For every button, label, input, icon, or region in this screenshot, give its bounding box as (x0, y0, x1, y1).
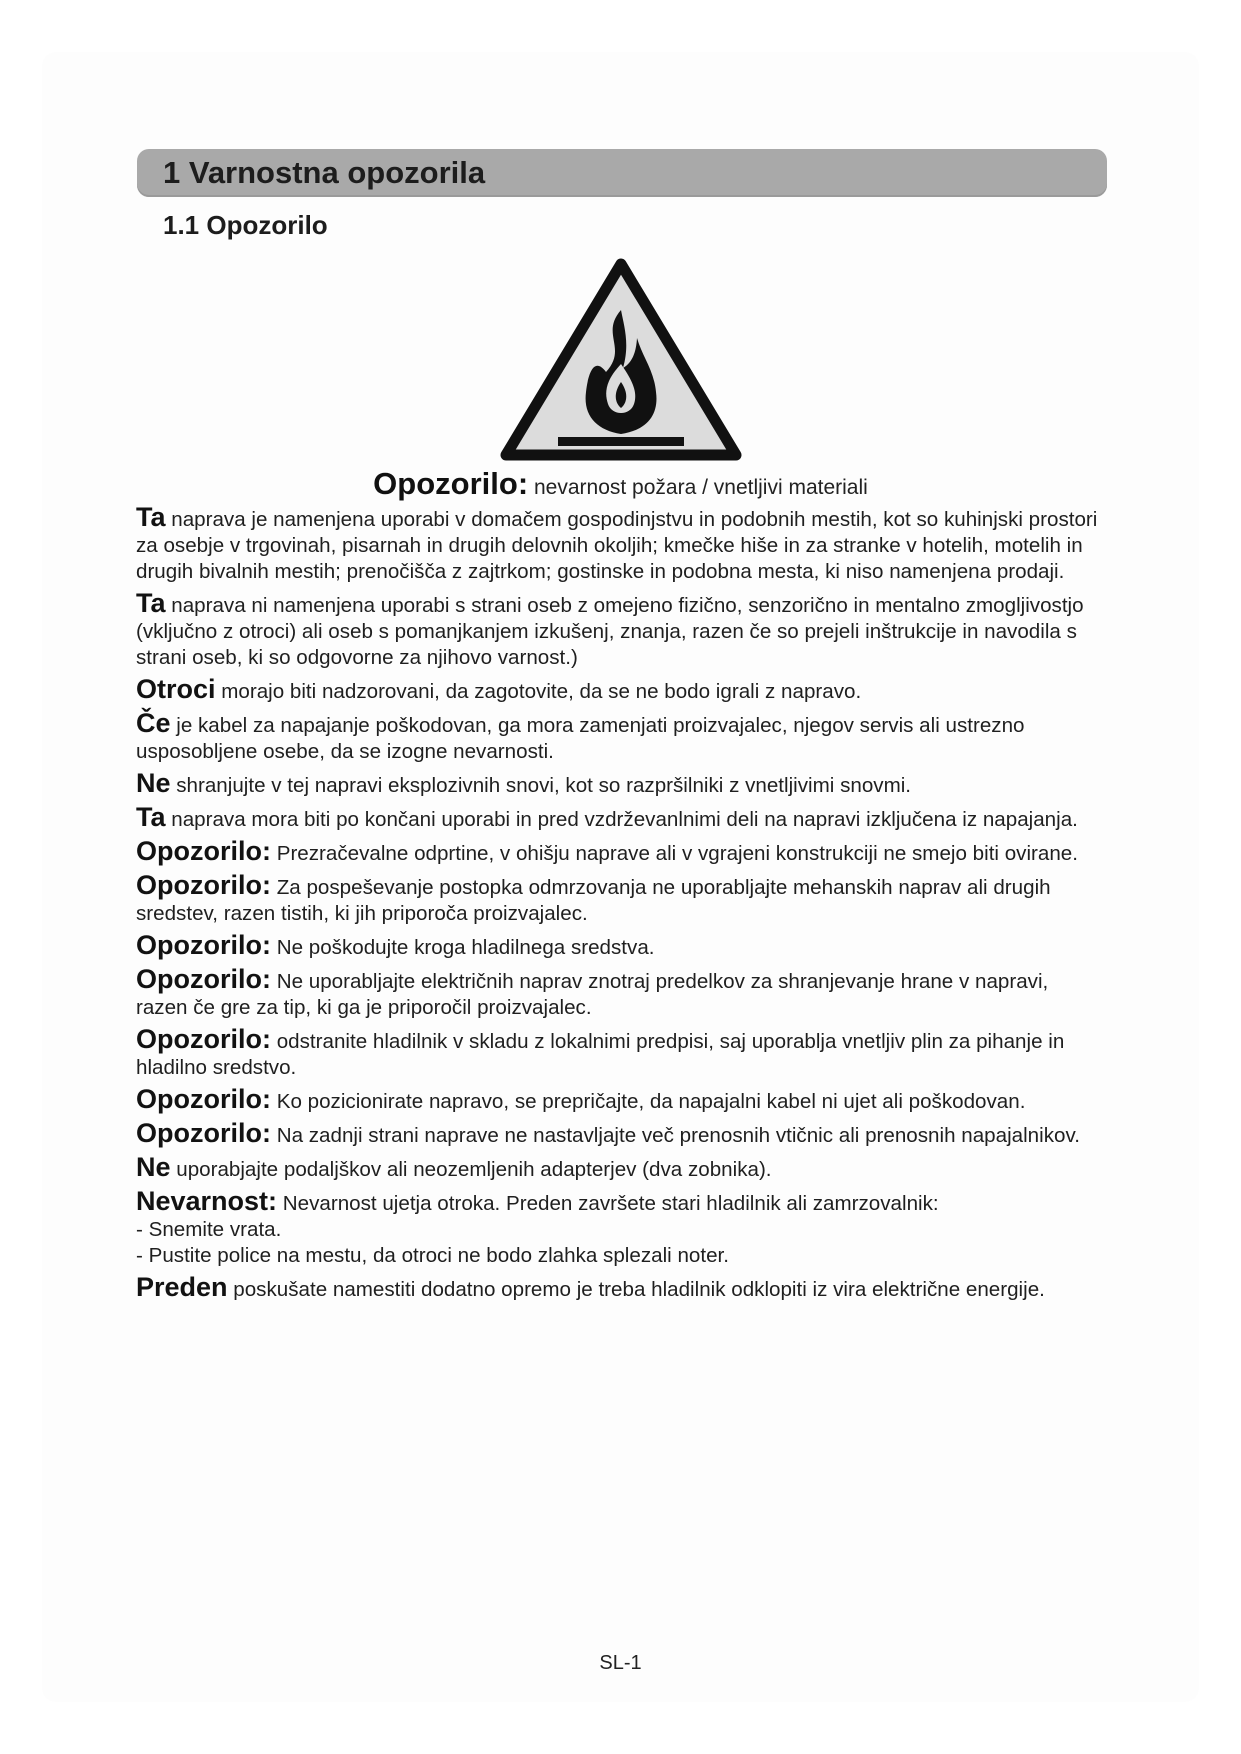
warning-item: Opozorilo: odstranite hladilnik v skladu z lokalnimi predpisi, saj uporablja vnetljiv plin za pihanje in hladilno sredstvo. (136, 1024, 1065, 1079)
hazard-caption (0, 466, 1241, 502)
warning-item: Opozorilo: Ne uporabljajte električnih naprav znotraj predelkov za shranjevanje hrane v napravi, razen če gre za tip, ki ga je priporočil proizvajalec. (136, 964, 1049, 1019)
flammable-warning-triangle-icon (496, 252, 746, 467)
warning-sub-line: - Snemite vrata. (136, 1218, 282, 1241)
warning-item: Opozorilo: Na zadnji strani naprave ne nastavljajte več prenosnih vtičnic ali prenosnih napajalnikov. (136, 1118, 1080, 1148)
subsection-title: 1.1 Opozorilo (163, 210, 328, 240)
page-number: SL-1 (599, 1652, 642, 1674)
warning-item: Ne shranjujte v tej napravi eksplozivnih snovi, kot so razpršilniki z vnetljivimi snovmi. (136, 768, 912, 798)
warning-item: Ta naprava je namenjena uporabi v domačem gospodinjstvu in podobnih mestih, kot so kuhinjski prostori za osebje v trgovinah, pisarnah in drugih delovnih okoljih; kmečke hiše in za stranke v hotelih, motelih in drugih bivalnih mestih; prenočišča z zajtrkom; gostinske in podobna mesta, ki niso namenjena prodaji. (136, 502, 1098, 583)
warning-item: Opozorilo: Ne poškodujte kroga hladilnega sredstva. (136, 930, 655, 960)
warning-item: Ta naprava ni namenjena uporabi s strani oseb z omejeno fizično, senzorično in mentalno zmogljivostjo (vključno z otroci) ali oseb s pomanjkanjem izkušenj, znanja, razen če so prejeli inštrukcije in navodila s strani oseb, ki so odgovorne za njihovo varnost.) (136, 588, 1084, 669)
section-title: 1 Varnostna opozorila (163, 155, 486, 190)
caption-text: nevarnost požara / vnetljivi materiali (528, 476, 868, 499)
warning-sub-line: - Pustite police na mestu, da otroci ne bodo zlahka splezali noter. (136, 1244, 729, 1267)
warning-item: Opozorilo: Prezračevalne odprtine, v ohišju naprave ali v vgrajeni konstrukciji ne smejo biti ovirane. (136, 836, 1078, 866)
warning-item: Nevarnost: Nevarnost ujetja otroka. Preden završete stari hladilnik ali zamrzovalnik: - Snemite vrata. - Pustite police na mestu, da otroci ne bodo zlahka splezali noter. (136, 1188, 1101, 1269)
warning-item: Opozorilo: Za pospeševanje postopka odmrzovanja ne uporabljajte mehanskih naprav ali drugih sredstev, razen tistih, ki jih priporoča proizvajalec. (136, 870, 1051, 925)
safety-warnings-list (136, 504, 1101, 1308)
caption-lead: Opozorilo: (373, 466, 529, 501)
warning-item: Opozorilo: Ko pozicionirate napravo, se prepričajte, da napajalni kabel ni ujet ali poškodovan. (136, 1084, 1026, 1114)
warning-item: Ne uporabjajte podaljškov ali neozemljenih adapterjev (dva zobnika). (136, 1152, 772, 1182)
warning-item: Otroci morajo biti nadzorovani, da zagotovite, da se ne bodo igrali z napravo. (136, 674, 862, 704)
warning-item: Če je kabel za napajanje poškodovan, ga mora zamenjati proizvajalec, njegov servis ali ustrezno usposobljene osebe, da se izogne nevarnosti. (136, 708, 1025, 763)
warning-item: Preden poskušate namestiti dodatno opremo je treba hladilnik odklopiti iz vira električne energije. (136, 1272, 1045, 1302)
warning-item: Ta naprava mora biti po končani uporabi in pred vzdrževanlnimi deli na napravi izključena iz napajanja. (136, 802, 1078, 832)
